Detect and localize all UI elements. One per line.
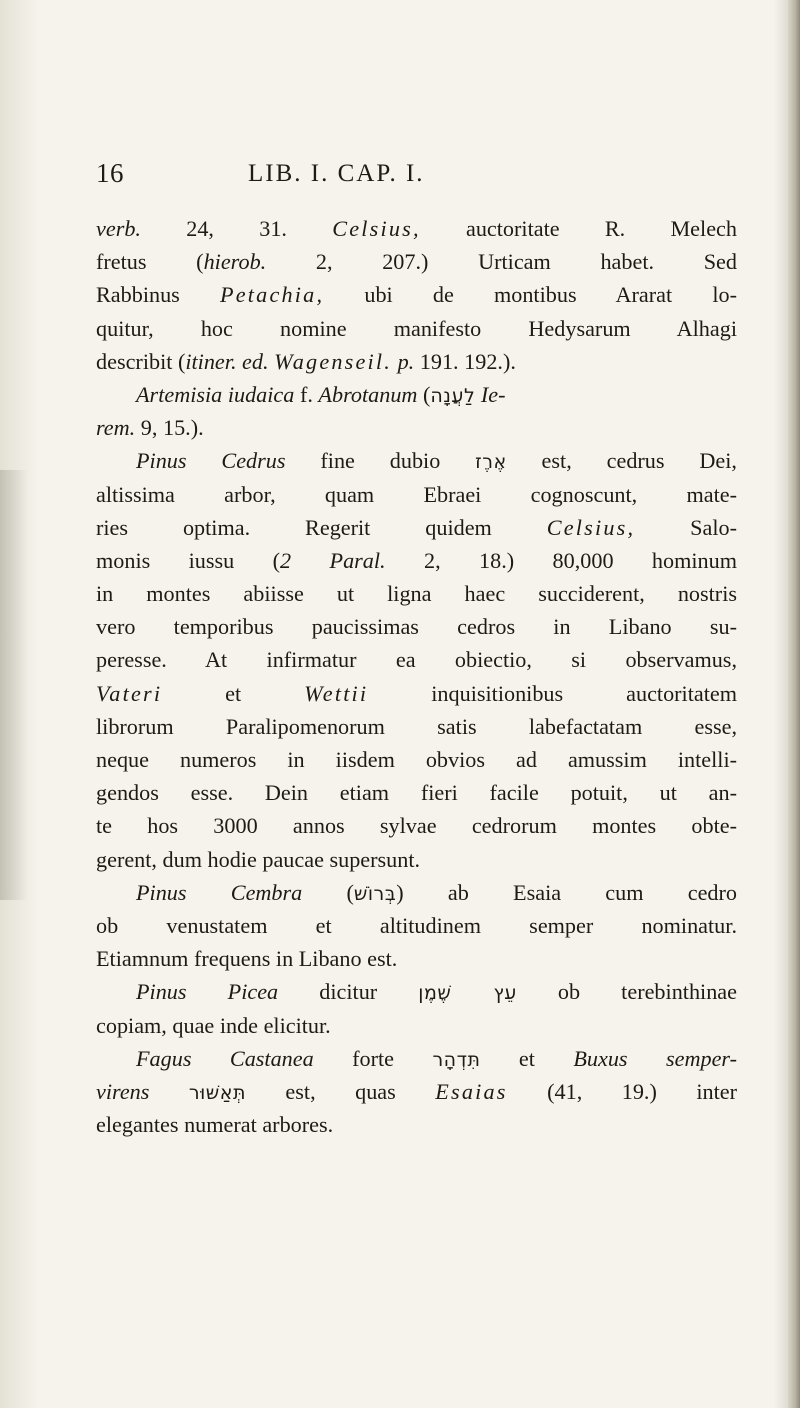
text-segment: 2, 207.) Urticam habet. Sed [266,249,737,275]
text-segment: est, cedrus Dei, [506,448,737,474]
text-line [96,1108,737,1141]
text-line [96,743,737,776]
text-segment: describit ( [96,348,186,374]
text-segment: itiner. ed. [185,348,269,374]
text-segment: Rabbinus [96,282,220,308]
page-number: 16 [96,158,124,188]
text-segment: altissima arbor, quam Ebraei cognoscunt, mate- [96,481,737,507]
text-segment: Artemisia iudaica [136,381,295,407]
text-line [96,909,737,942]
text-segment: ries optima. Regerit quidem [96,514,547,540]
text-segment: 24, 31. [140,216,333,241]
text-line [96,345,737,378]
text-line [96,610,737,643]
text-line [96,677,737,710]
text-segment: Ie- [480,381,506,407]
text-segment: vero temporibus paucissimas cedros in Libano su- [96,614,737,640]
text-segment: ( [302,879,354,905]
text-line [96,643,737,676]
text-segment: ) ab Esaia cum cedro [396,879,737,905]
hebrew-word: לַעֲנָה [430,384,476,407]
text-segment: verb. [96,216,141,241]
text-segment: elegantes numerat arbores. [96,1112,334,1138]
text-segment: 2 Paral. [280,547,386,573]
text-segment: quitur, hoc nomine manifesto Hedysarum Alhagi [96,315,737,341]
text-segment: dicitur [278,979,419,1005]
text-segment: Pinus Picea [136,979,279,1005]
text-segment: et [162,680,305,706]
text-segment: ubi de montibus Ararat lo- [324,282,737,308]
page-edge [788,0,800,1408]
text-segment: ob venustatem et altitudinem semper nominatur. [96,912,737,938]
text-line [96,245,737,278]
text-segment: Vateri [96,680,163,706]
text-segment: et [480,1045,574,1071]
text-segment: Wettii [304,680,369,706]
text-segment: ( [417,381,431,407]
text-segment: ob terebinthinae [516,979,737,1005]
text-segment: copiam, quae inde elicitur. [96,1012,331,1038]
body-text [96,212,737,1141]
hebrew-word: בְּרוֹשׁ [353,882,397,905]
text-line [96,809,737,842]
text-line [96,577,737,610]
text-segment: Abrotanum [318,381,418,407]
text-segment: fretus ( [96,249,204,275]
text-segment: peresse. At infirmatur ea obiectio, si observamus, [96,647,737,673]
text-line [96,975,737,1008]
hebrew-word: תִּדְהָר [432,1048,481,1071]
text-line [96,312,737,345]
running-head: LIB. I. CAP. I. [248,160,425,187]
text-segment: Etiamnum frequens in Libano est. [96,946,398,972]
text-segment [149,1079,188,1104]
text-segment: 191. 192.). [414,348,516,374]
text-segment: hierob. [203,249,267,275]
text-segment: te hos 3000 annos sylvae cedrorum montes obte- [96,813,737,839]
text-segment: gerent, dum hodie paucae supersunt. [96,846,421,872]
text-segment: Pinus Cembra [136,879,303,905]
text-line [96,444,737,477]
text-segment: 9, 15.). [135,415,204,441]
hebrew-word: אֶרֶז [475,451,507,474]
text-line [96,478,737,511]
text-segment: neque numeros in iisdem obvios ad amussim intelli- [96,747,737,772]
text-segment: virens [96,1078,150,1104]
text-segment: est, quas [245,1078,436,1104]
hebrew-word: עֵץ שֶׁמֶן [418,982,517,1005]
text-segment: rem. [96,415,136,441]
text-line [96,411,737,444]
text-segment: (41, 19.) inter [507,1078,737,1104]
text-segment: forte [313,1045,433,1071]
text-segment: p. [397,348,415,374]
text-line [96,776,737,809]
text-line [96,511,737,544]
text-segment: Esaias [435,1078,508,1104]
text-segment: Pinus Cedrus [136,448,286,474]
text-line [96,710,737,743]
text-line [96,942,737,975]
text-line [96,1042,737,1075]
text-segment: in montes abiisse ut ligna haec succiderent, nostris [96,581,737,607]
text-segment: Celsius, [546,514,636,540]
text-segment: Salo- [635,514,737,540]
text-line [96,278,737,311]
text-segment: Buxus semper- [573,1045,737,1071]
text-segment: f. [294,381,319,407]
text-segment: Celsius, [332,216,421,241]
text-segment: Wagenseil. [274,348,393,374]
page-header [96,158,736,198]
text-segment: fine dubio [285,448,476,474]
text-segment: 2, 18.) 80,000 hominum [385,547,737,573]
text-segment: gendos esse. Dein etiam fieri facile potuit, ut an- [96,780,737,806]
page-shadow [0,470,28,900]
text-line [96,1009,737,1042]
text-segment: inquisitionibus auctoritatem [368,680,737,706]
text-line [96,212,737,245]
text-line [96,544,737,577]
text-segment: librorum Paralipomenorum satis labefactatam esse, [96,713,737,739]
text-line [96,843,737,876]
text-segment: auctoritate R. Melech [420,216,737,241]
text-line [96,1075,737,1108]
hebrew-word: תְּאַשּׁוּר [188,1081,246,1104]
text-segment: monis iussu ( [96,547,281,573]
text-line [96,876,737,909]
text-segment: Fagus Castanea [136,1045,314,1071]
text-segment: Petachia, [219,282,325,308]
text-line [96,378,737,411]
